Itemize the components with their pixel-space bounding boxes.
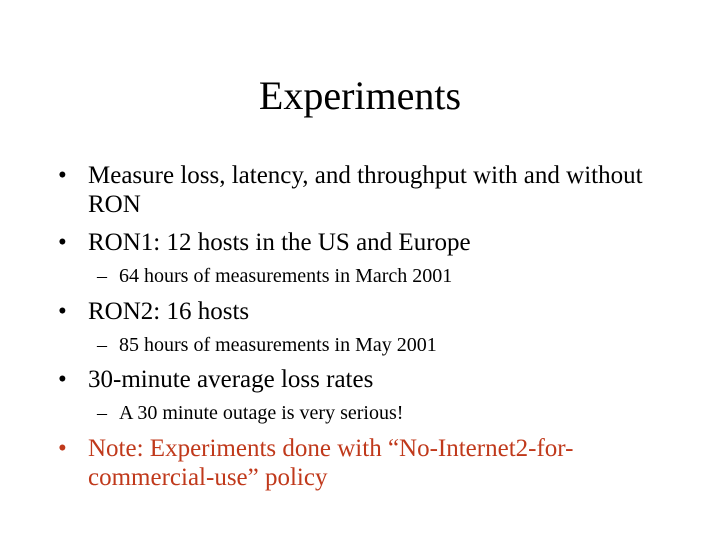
slide-title: Experiments (258, 73, 462, 118)
bullet-item (58, 161, 678, 219)
bullet-icon: • (58, 435, 67, 462)
sub-item-text: A 30 minute outage is very serious! (119, 402, 404, 424)
bullet-icon: • (58, 229, 67, 256)
bullet-icon: • (58, 162, 67, 189)
sub-item (97, 401, 687, 425)
sub-item-text: 64 hours of measurements in March 2001 (119, 265, 453, 287)
dash-icon: – (97, 334, 107, 356)
sub-item (97, 333, 687, 357)
bullet-item (58, 228, 678, 257)
dash-icon: – (97, 402, 107, 424)
bullet-item (58, 297, 678, 326)
bullet-item (58, 365, 678, 394)
bullet-icon: • (58, 298, 67, 325)
bullet-text: RON1: 12 hosts in the US and Europe (88, 229, 471, 256)
sub-item-text: 85 hours of measurements in May 2001 (119, 334, 437, 356)
sub-item (97, 264, 687, 288)
bullet-icon: • (58, 366, 67, 393)
note-text: Note: Experiments done with “No-Internet2-for-commercial-use” policy (88, 435, 574, 491)
bullet-item-note (58, 434, 678, 492)
dash-icon: – (97, 265, 107, 287)
bullet-text: 30-minute average loss rates (88, 366, 374, 393)
bullet-text: RON2: 16 hosts (88, 298, 250, 325)
bullet-text: Measure loss, latency, and throughput with and without RON (88, 162, 643, 218)
